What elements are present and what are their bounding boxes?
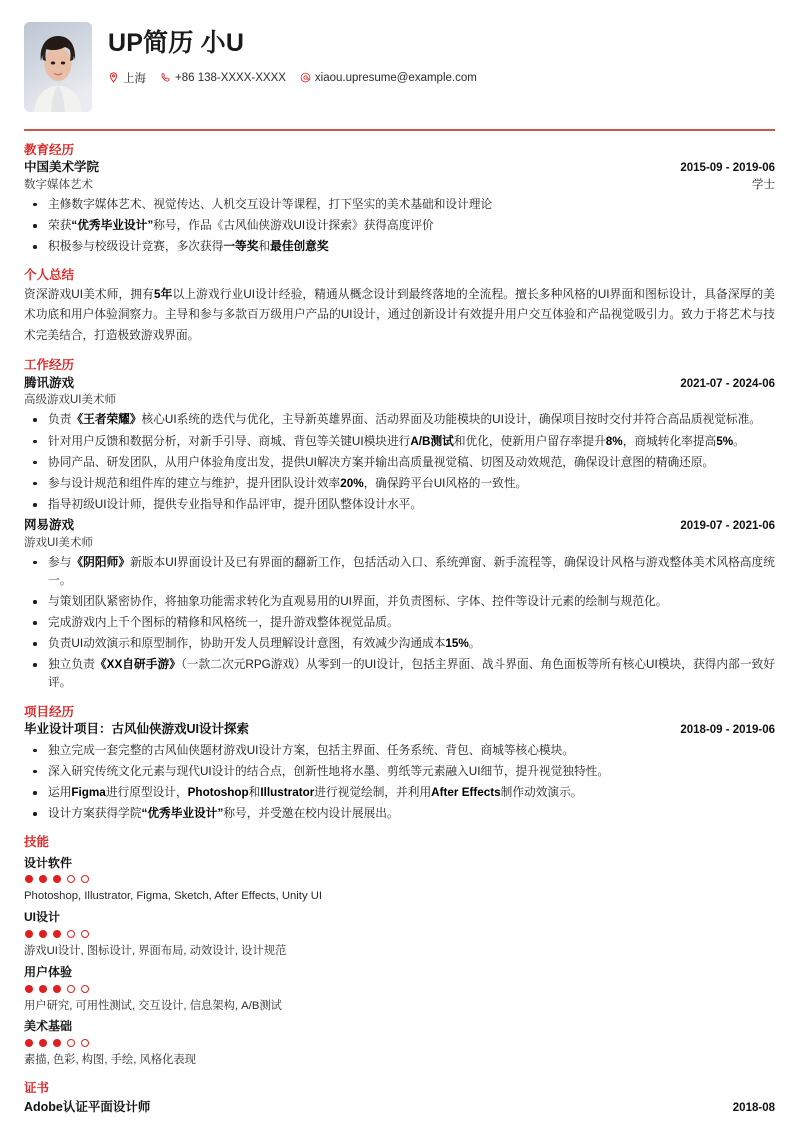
entry-org: 毕业设计项目：古风仙侠游戏UI设计探索 xyxy=(24,722,250,737)
skill-group xyxy=(24,910,775,960)
entry-head xyxy=(24,517,775,535)
skill-level-dot xyxy=(81,1039,89,1047)
contact-email-text: xiaou.upresume@example.com xyxy=(314,71,477,84)
skill-level-dot xyxy=(53,1039,61,1047)
bullet-item: 主修数字媒体艺术、视觉传达、人机交互设计等课程，打下坚实的美术基础和设计理论 xyxy=(24,196,775,214)
email-at-icon xyxy=(300,72,311,83)
education-school: 中国美术学院 xyxy=(24,160,100,175)
skill-items: 游戏UI设计, 图标设计, 界面布局, 动效设计, 设计规范 xyxy=(24,944,287,957)
section-projects xyxy=(24,705,775,824)
bullet-item: 完成游戏内上千个图标的精修和风格统一，提升游戏整体视觉品质。 xyxy=(24,614,775,632)
skill-group-name: 设计软件 xyxy=(24,855,73,870)
experience-entry xyxy=(24,517,775,692)
section-title-education: 教育经历 xyxy=(24,142,75,157)
education-entry xyxy=(24,159,775,256)
skill-items: 素描, 色彩, 构图, 手绘, 风格化表现 xyxy=(24,1054,196,1067)
skill-level-dot xyxy=(67,875,75,883)
entry-role: 游戏UI美术师 xyxy=(24,536,93,549)
bullet-item: 独立负责《XX自研手游》（一款二次元RPG游戏）从零到一的UI设计，包括主界面、战斗界面、角色面板等所有核心UI模块，获得内部一致好评。 xyxy=(24,656,775,692)
bullet-item: 负责UI动效演示和原型制作，协助开发人员理解设计意图，有效减少沟通成本15%。 xyxy=(24,635,775,653)
skill-level-dot xyxy=(39,930,47,938)
skill-level-dot xyxy=(67,985,75,993)
section-skills xyxy=(24,835,775,1069)
entry-date: 2019-07 - 2021-06 xyxy=(680,520,775,533)
skill-level-dot xyxy=(39,1039,47,1047)
entry-head xyxy=(24,375,775,393)
location-pin-icon xyxy=(108,72,119,83)
contact-location-text: 上海 xyxy=(123,72,146,85)
entry-role: 高级游戏UI美术师 xyxy=(24,394,116,407)
bullet-item: 独立完成一套完整的古风仙侠题材游戏UI设计方案，包括主界面、任务系统、背包、商城等核心模块。 xyxy=(24,742,775,760)
resume-header xyxy=(24,0,775,112)
contact-location[interactable] xyxy=(108,70,146,86)
certificate-date: 2018-08 xyxy=(732,1101,775,1114)
bullet-item: 参与《阴阳师》新版本UI界面设计及已有界面的翻新工作，包括活动入口、系统弹窗、新手流程等，确保设计风格与游戏整体美术风格高度统一。 xyxy=(24,554,775,590)
section-work xyxy=(24,358,775,692)
section-title-projects: 项目经历 xyxy=(24,704,75,719)
entry-org: 网易游戏 xyxy=(24,518,75,533)
section-certificates xyxy=(24,1081,775,1116)
education-entry-head xyxy=(24,159,775,177)
experience-entry xyxy=(24,721,775,823)
entry-date: 2021-07 - 2024-06 xyxy=(680,377,775,390)
skill-level-dots xyxy=(25,930,775,938)
education-degree: 学士 xyxy=(752,178,775,191)
skill-items: 用户研究, 可用性测试, 交互设计, 信息架构, A/B测试 xyxy=(24,999,282,1012)
section-education xyxy=(24,143,775,257)
bullet-item: 负责《王者荣耀》核心UI系统的迭代与优化，主导新英雄界面、活动界面及功能模块的UI设计，确保项目按时交付并符合高品质视觉标准。 xyxy=(24,411,775,429)
entry-org: 腾讯游戏 xyxy=(24,375,75,390)
skill-items: Photoshop, Illustrator, Figma, Sketch, After Effects, Unity UI xyxy=(24,890,323,903)
skill-group-name: 用户体验 xyxy=(24,964,73,979)
skill-level-dot xyxy=(25,875,33,883)
entry-bullets xyxy=(24,411,775,514)
section-title-work: 工作经历 xyxy=(24,358,75,373)
candidate-name: UP简历 小U xyxy=(108,29,245,57)
bullet-item: 运用Figma进行原型设计，Photoshop和Illustrator进行视觉绘制，并利用After Effects制作动效演示。 xyxy=(24,784,775,802)
skill-level-dots xyxy=(25,985,775,993)
work-entry-list xyxy=(24,375,775,693)
skill-group xyxy=(24,856,775,906)
skill-level-dot xyxy=(25,985,33,993)
skill-level-dot xyxy=(53,930,61,938)
bullet-item: 参与设计规范和组件库的建立与维护，提升团队设计效率20%，确保跨平台UI风格的一致性。 xyxy=(24,475,775,493)
avatar xyxy=(24,22,92,112)
entry-date: 2018-09 - 2019-06 xyxy=(680,724,775,737)
entry-head xyxy=(24,721,775,739)
skill-level-dot xyxy=(53,985,61,993)
skill-level-dot xyxy=(53,875,61,883)
skill-level-dot xyxy=(81,985,89,993)
skill-group-list xyxy=(24,856,775,1069)
skill-group-name: 美术基础 xyxy=(24,1019,73,1034)
bullet-item: 荣获“优秀毕业设计”称号，作品《古风仙侠游戏UI设计探索》获得高度评价 xyxy=(24,217,775,235)
contact-email[interactable] xyxy=(300,72,477,84)
certificate-list xyxy=(24,1099,775,1117)
header-divider xyxy=(24,129,775,131)
phone-icon xyxy=(160,72,171,83)
bullet-item: 设计方案获得学院“优秀毕业设计”称号，并受邀在校内设计展展出。 xyxy=(24,805,775,823)
skill-level-dot xyxy=(25,930,33,938)
skill-level-dot xyxy=(67,1039,75,1047)
entry-bullets xyxy=(24,554,775,693)
skill-group xyxy=(24,965,775,1015)
skill-level-dot xyxy=(81,930,89,938)
skill-level-dot xyxy=(39,985,47,993)
skill-level-dot xyxy=(81,875,89,883)
experience-entry xyxy=(24,375,775,514)
bullet-item: 与策划团队紧密协作，将抽象功能需求转化为直观易用的UI界面，并负责图标、字体、控件等设计元素的绘制与规范化。 xyxy=(24,593,775,611)
summary-text: 资深游戏UI美术师，拥有5年以上游戏行业UI设计经验，精通从概念设计到最终落地的全流程。擅长多种风格的UI界面和图标设计，具备深厚的美术功底和用户体验洞察力。主导和参与多款百万级用户产品的UI设计，通过创新设计有效提升用户交互体验和产品视觉吸引力。致力于将艺术与技术完美结合，打造极致游戏界面。 xyxy=(24,287,775,342)
skill-level-dot xyxy=(25,1039,33,1047)
skill-level-dot xyxy=(67,930,75,938)
bullet-item: 指导初级UI设计师，提供专业指导和作品评审，提升团队整体设计水平。 xyxy=(24,496,775,514)
education-bullets xyxy=(24,196,775,256)
section-title-summary: 个人总结 xyxy=(24,268,75,283)
entry-bullets xyxy=(24,742,775,824)
bullet-item: 积极参与校级设计竞赛，多次获得一等奖和最佳创意奖 xyxy=(24,238,775,256)
skill-level-dots xyxy=(25,875,775,883)
skill-group-name: UI设计 xyxy=(24,910,61,925)
education-major: 数字媒体艺术 xyxy=(24,178,93,191)
certificate-entry xyxy=(24,1099,775,1117)
header-text-block xyxy=(108,22,775,86)
section-title-certificates: 证书 xyxy=(24,1080,50,1095)
skill-level-dots xyxy=(25,1039,775,1047)
bullet-item: 针对用户反馈和数据分析，对新手引导、商城、背包等关键UI模块进行A/B测试和优化，使新用户留存率提升8%，商城转化率提高5%。 xyxy=(24,433,775,451)
bullet-item: 协同产品、研发团队，从用户体验角度出发，提供UI解决方案并输出高质量视觉稿、切图及动效规范，确保设计意图的精确还原。 xyxy=(24,454,775,472)
education-sub-row xyxy=(24,177,775,193)
certificate-name: Adobe认证平面设计师 xyxy=(24,1099,151,1114)
bullet-item: 深入研究传统文化元素与现代UI设计的结合点，创新性地将水墨、剪纸等元素融入UI细节，提升视觉独特性。 xyxy=(24,763,775,781)
contact-phone-text: +86 138-XXXX-XXXX xyxy=(175,71,286,84)
section-summary xyxy=(24,268,775,346)
project-entry-list xyxy=(24,721,775,823)
section-title-skills: 技能 xyxy=(24,835,50,850)
skill-group xyxy=(24,1019,775,1069)
contact-row xyxy=(108,70,775,86)
education-date: 2015-09 - 2019-06 xyxy=(680,162,775,175)
contact-phone[interactable] xyxy=(160,72,286,84)
page-top-edge xyxy=(0,0,799,6)
skill-level-dot xyxy=(39,875,47,883)
